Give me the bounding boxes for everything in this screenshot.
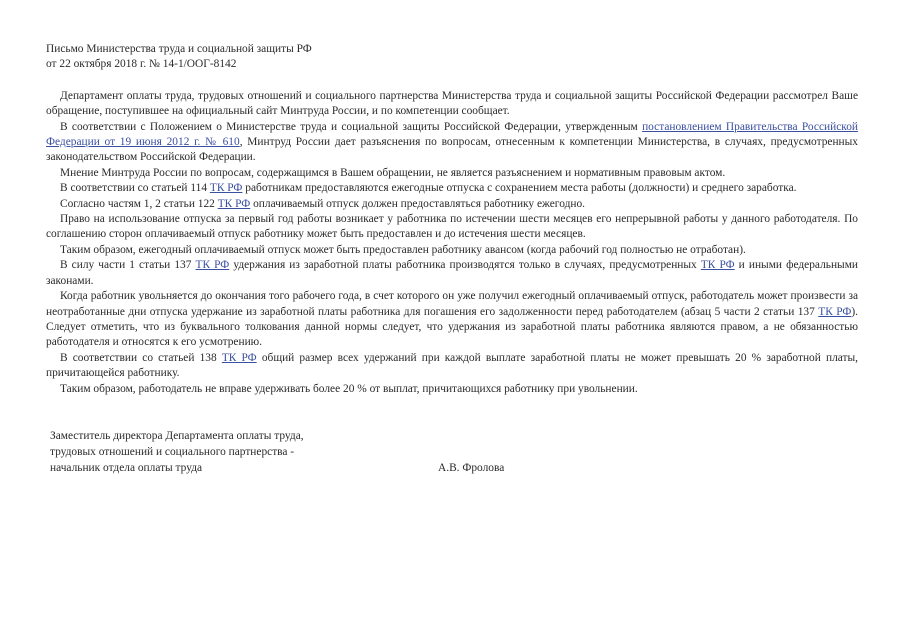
- paragraph-5: [46, 197, 858, 212]
- paragraph-9: [46, 289, 858, 351]
- paragraph-8-text-b: удержания из заработной платы работника производятся только в случаях, предусмотренных: [229, 259, 701, 272]
- signatory-position-line-3: начальник отдела оплаты труда: [50, 462, 203, 474]
- paragraph-4-text-a: В соответствии со статьей 114: [60, 182, 210, 195]
- paragraph-2-text-a: В соответствии с Положением о Министерстве труда и социальной защиты Российской Федерации, утвержденным: [60, 120, 643, 133]
- postanovlenie-link[interactable]: постановлением Правительства Российской Федерации от 19 июня 2012 г. № 610: [46, 120, 859, 149]
- signatory-position-line-2: трудовых отношений и социального партнерства -: [50, 446, 295, 458]
- paragraph-6: Право на использование отпуска за первый год работы возникает у работника по истечении шести месяцев его непрерывной работы у данного работодателя. По соглашению сторон оплачиваемый отпуск работнику может быть предоставлен и до истечения шести месяцев.: [46, 213, 858, 241]
- tk-rf-link[interactable]: ТК РФ: [217, 197, 251, 210]
- paragraph-11: Таким образом, работодатель не вправе удерживать более 20 % от выплат, причитающихся работнику при увольнении.: [60, 382, 638, 395]
- paragraph-9-text-b: ). Следует отметить, что из буквального толкования данной нормы следует, что удержания из заработной платы работника являются правом, а не обязанностью работодателя и относятся к его усмотрению.: [46, 305, 858, 349]
- letter-document: [46, 42, 858, 397]
- letter-header: [46, 42, 858, 73]
- paragraph-4: [46, 181, 858, 196]
- letter-title: Письмо Министерства труда и социальной защиты РФ: [46, 43, 312, 55]
- paragraph-10: [46, 351, 858, 382]
- paragraph-5-text-b: оплачиваемый отпуск должен предоставляться работнику ежегодно.: [250, 197, 585, 210]
- paragraph-2: [46, 120, 858, 166]
- paragraph-3: Мнение Минтруда России по вопросам, содержащимся в Вашем обращении, не является разъяснением и нормативным правовым актом.: [60, 166, 726, 179]
- paragraph-2-text-b: , Минтруд России дает разъяснения по вопросам, отнесенным к компетенции Министерства, в случаях, предусмотренных законодательством Российской Федерации.: [46, 136, 858, 164]
- paragraph-4-text-b: работникам предоставляются ежегодные отпуска с сохранением места работы (должности) и среднего заработка.: [242, 182, 797, 195]
- tk-rf-link[interactable]: ТК РФ: [818, 305, 852, 318]
- paragraph-8-text-a: В силу части 1 статьи 137: [60, 259, 196, 272]
- paragraph-8: [46, 258, 858, 289]
- signatory-position-line-1: Заместитель директора Департамента оплаты труда,: [50, 430, 304, 442]
- paragraph-10-text-b: общий размер всех удержаний при каждой выплате заработной платы не может превышать 20 % заработной платы, причитающейся работнику.: [46, 351, 858, 380]
- signatory-name: А.В. Фролова: [438, 462, 505, 474]
- tk-rf-link[interactable]: ТК РФ: [221, 351, 257, 364]
- tk-rf-link[interactable]: ТК РФ: [700, 259, 735, 272]
- paragraph-7: Таким образом, ежегодный оплачиваемый отпуск может быть предоставлен работнику авансом (когда рабочий год полностью не отработан).: [60, 243, 746, 256]
- paragraph-1: Департамент оплаты труда, трудовых отношений и социального партнерства Министерства труда и социальной защиты Российской Федерации рассмотрел Ваше обращение, поступившее на официальный сайт Минтруда России, и по компетенции сообщает.: [46, 89, 858, 118]
- paragraph-8-text-c: и иными федеральными законами.: [46, 259, 859, 287]
- letter-date-number: от 22 октября 2018 г. № 14-1/ООГ-8142: [46, 58, 237, 71]
- paragraph-9-text-a: Когда работник увольняется до окончания того рабочего года, в счет которого он уже получил ежегодный оплачиваемый отпуск, работодатель может произвести за неотработанные дни отпуска удержание из заработной платы работника для погашения его задолженности перед работодателем (абзац 5 части 2 статьи 137: [46, 290, 858, 318]
- signature-block: [50, 428, 610, 476]
- tk-rf-link[interactable]: ТК РФ: [209, 182, 243, 195]
- paragraph-10-text-a: В соответствии со статьей 138: [60, 351, 222, 364]
- paragraph-5-text-a: Согласно частям 1, 2 статьи 122: [60, 197, 218, 210]
- tk-rf-link[interactable]: ТК РФ: [195, 259, 230, 272]
